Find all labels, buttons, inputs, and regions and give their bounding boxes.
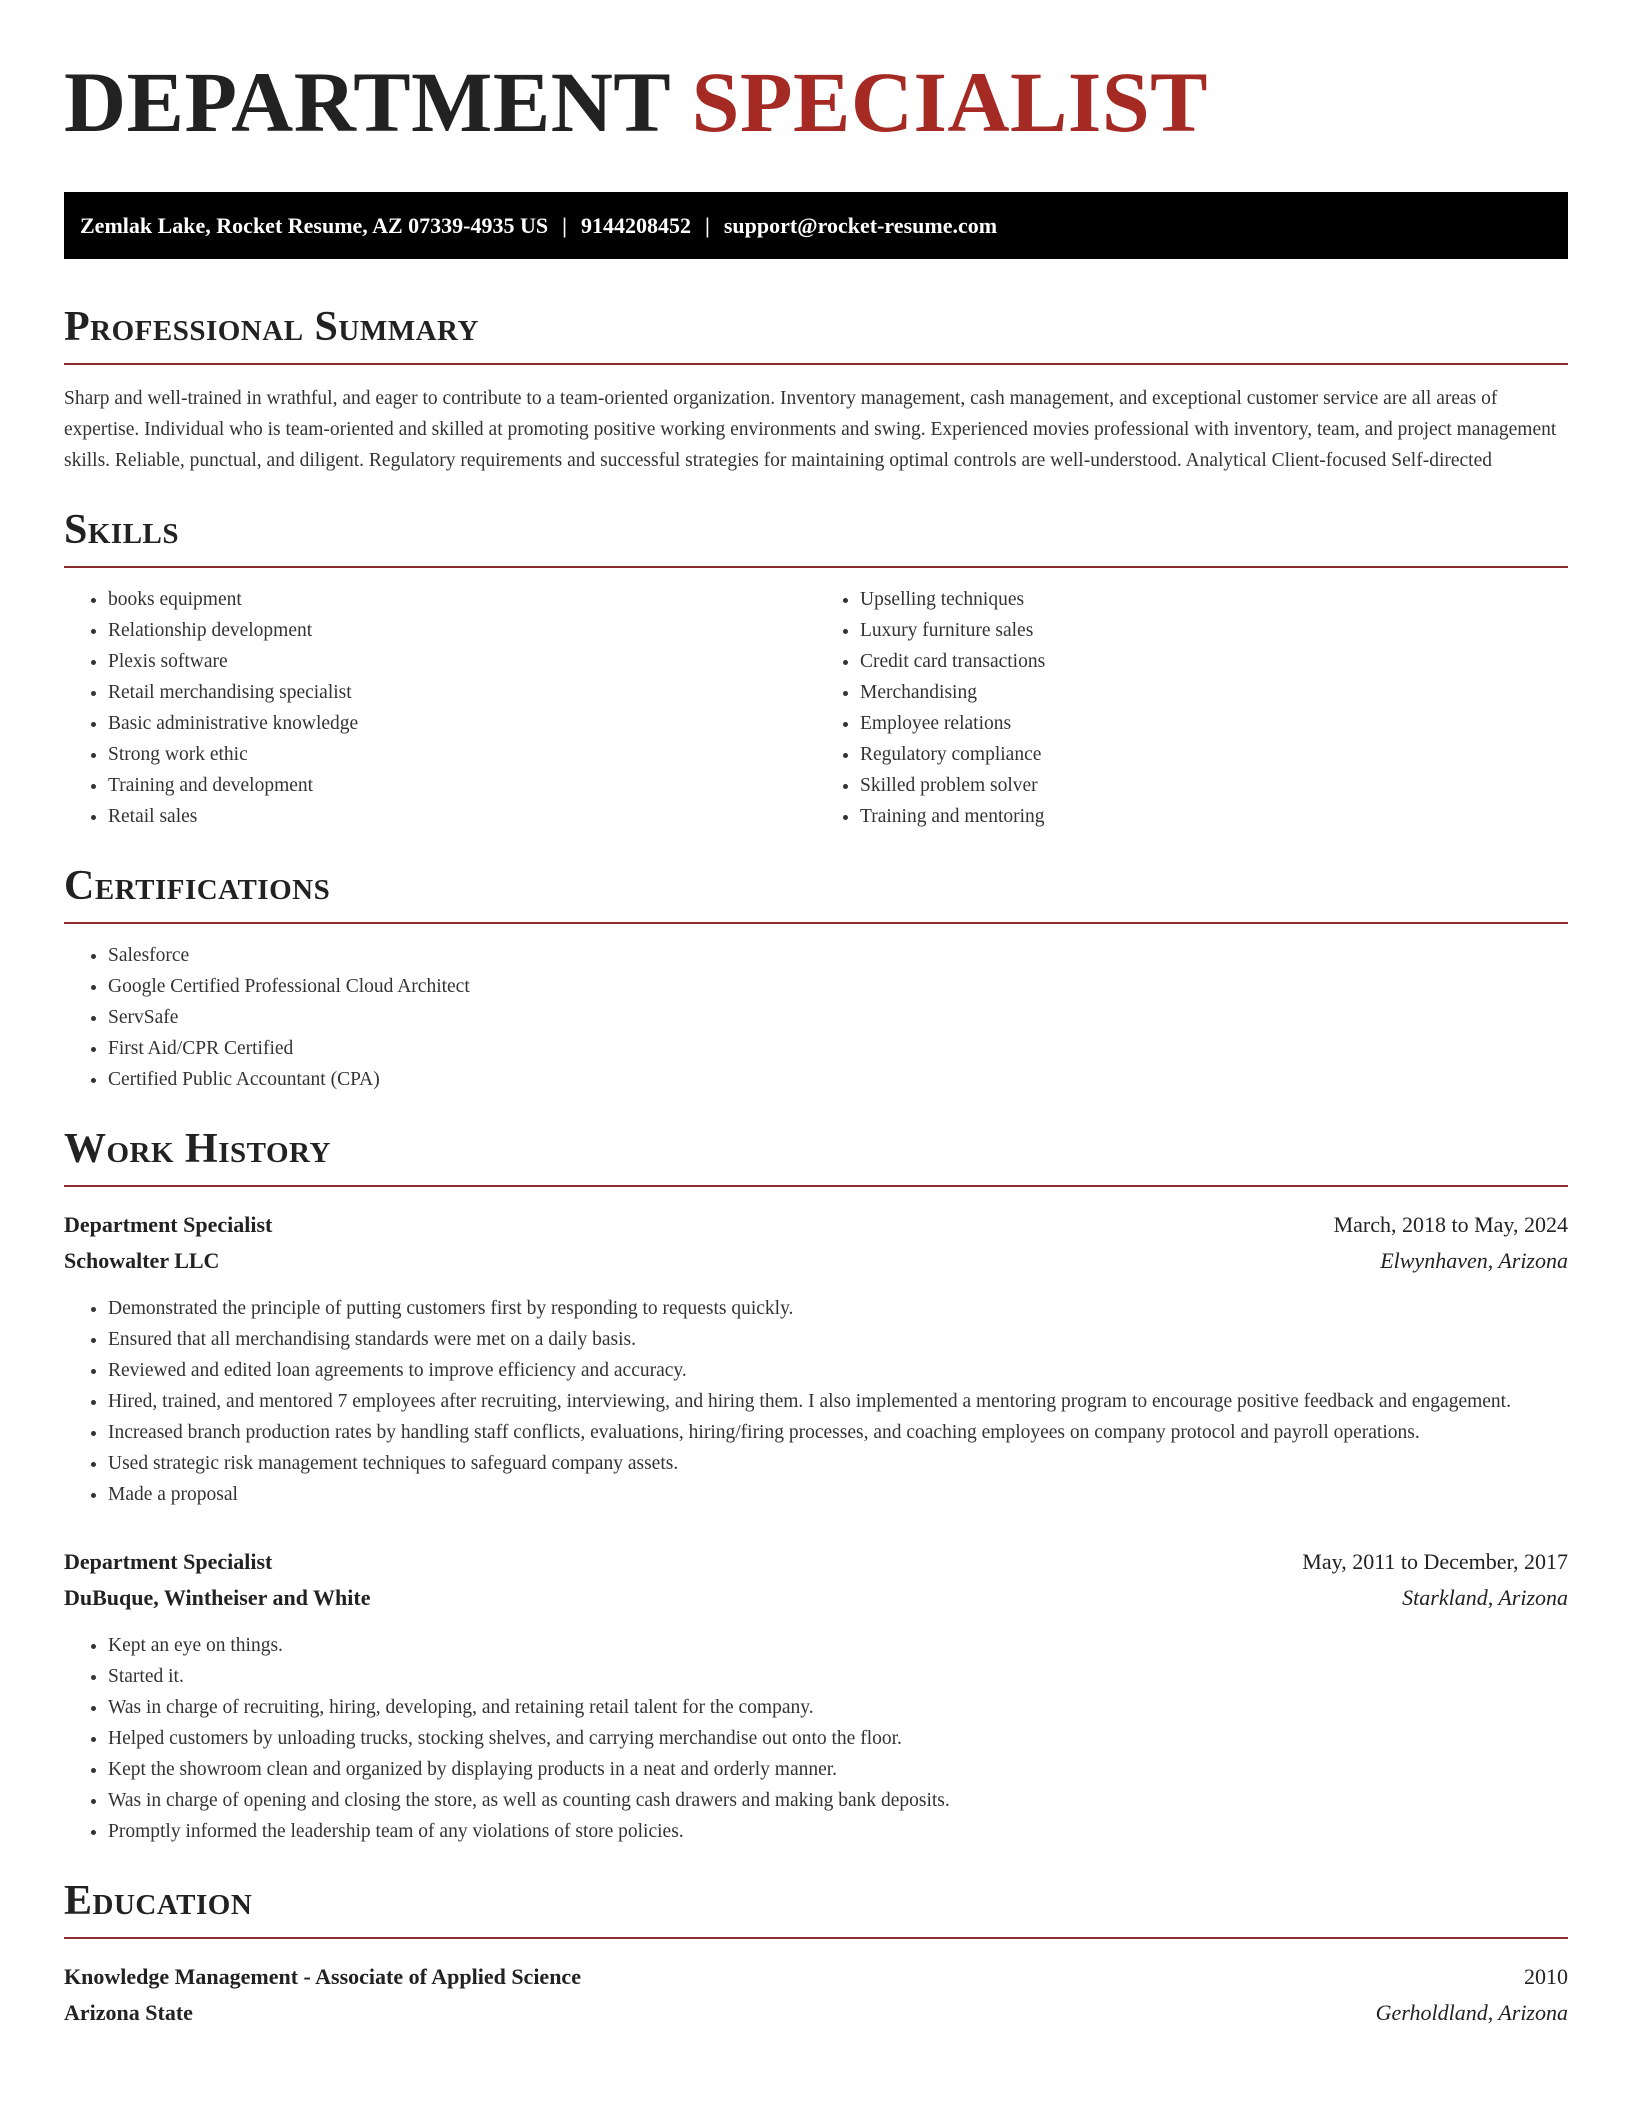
job-dates: May, 2011 to December, 2017 bbox=[1302, 1549, 1568, 1574]
job-dates: March, 2018 to May, 2024 bbox=[1333, 1212, 1568, 1237]
job-location: Starkland, Arizona bbox=[1402, 1585, 1568, 1610]
work-history-section bbox=[64, 1125, 1568, 1847]
certification-item: • ServSafe bbox=[108, 1002, 1568, 1033]
job-bullet: • Kept the showroom clean and organized by displaying products in a neat and orderly manner. bbox=[108, 1754, 1568, 1785]
job-bullet: • Reviewed and edited loan agreements to improve efficiency and accuracy. bbox=[108, 1355, 1568, 1386]
education-heading: Education bbox=[64, 1877, 1568, 1939]
job-bullet: • Used strategic risk management techniques to safeguard company assets. bbox=[108, 1448, 1568, 1479]
job-row-secondary bbox=[64, 1243, 1568, 1279]
contact-address: Zemlak Lake, Rocket Resume, AZ 07339-4935 US bbox=[80, 212, 549, 238]
skill-item: • Basic administrative knowledge bbox=[108, 708, 816, 739]
summary-section bbox=[64, 303, 1568, 476]
contact-separator: | bbox=[704, 212, 710, 238]
job-bullet: • Promptly informed the leadership team of any violations of store policies. bbox=[108, 1816, 1568, 1847]
skills-heading: Skills bbox=[64, 506, 1568, 568]
job-bullet: • Was in charge of opening and closing the store, as well as counting cash drawers and making bank deposits. bbox=[108, 1785, 1568, 1816]
education-location: Gerholdland, Arizona bbox=[1375, 2000, 1568, 2025]
skill-item: • Luxury furniture sales bbox=[860, 615, 1568, 646]
certifications-list bbox=[64, 940, 1568, 1095]
certifications-section bbox=[64, 862, 1568, 1095]
education-row-secondary bbox=[64, 1995, 1568, 2031]
job-bullet: • Hired, trained, and mentored 7 employees after recruiting, interviewing, and hiring them. I also implemented a mentoring program to encourage positive feedback and engagement. bbox=[108, 1386, 1568, 1417]
job-bullet: • Ensured that all merchandising standards were met on a daily basis. bbox=[108, 1324, 1568, 1355]
skill-item: • Relationship development bbox=[108, 615, 816, 646]
certification-item: • Google Certified Professional Cloud Architect bbox=[108, 971, 1568, 1002]
skill-item: • Skilled problem solver bbox=[860, 770, 1568, 801]
job-bullet: • Increased branch production rates by handling staff conflicts, evaluations, hiring/firing processes, and coaching employees on company protocol and payroll operations. bbox=[108, 1417, 1568, 1448]
skill-item: • Upselling techniques bbox=[860, 584, 1568, 615]
job-row-secondary bbox=[64, 1580, 1568, 1616]
education-school: Arizona State bbox=[64, 2000, 193, 2025]
summary-heading: Professional Summary bbox=[64, 303, 1568, 365]
job-bullet: • Kept an eye on things. bbox=[108, 1630, 1568, 1661]
job-title: Department Specialist bbox=[64, 1212, 273, 1237]
education-row-primary bbox=[64, 1959, 1568, 1995]
job-location: Elwynhaven, Arizona bbox=[1380, 1248, 1568, 1273]
skill-item: • Merchandising bbox=[860, 677, 1568, 708]
skill-item: • Strong work ethic bbox=[108, 739, 816, 770]
skill-item: • Plexis software bbox=[108, 646, 816, 677]
education-entry bbox=[64, 1959, 1568, 2031]
title-first-word: DEPARTMENT bbox=[64, 54, 670, 150]
contact-phone: 9144208452 bbox=[580, 212, 691, 238]
certification-item: • First Aid/CPR Certified bbox=[108, 1033, 1568, 1064]
job-entry bbox=[64, 1207, 1568, 1510]
job-bullets bbox=[64, 1293, 1568, 1510]
job-row-primary bbox=[64, 1544, 1568, 1580]
title-second-word: SPECIALIST bbox=[691, 54, 1209, 150]
resume-title bbox=[64, 0, 1568, 152]
skill-item: • Retail merchandising specialist bbox=[108, 677, 816, 708]
jobs-container bbox=[64, 1207, 1568, 1847]
job-entry bbox=[64, 1544, 1568, 1847]
job-bullets bbox=[64, 1630, 1568, 1847]
contact-email: support@rocket-resume.com bbox=[723, 212, 998, 238]
skill-item: • books equipment bbox=[108, 584, 816, 615]
contact-separator: | bbox=[562, 212, 567, 238]
certification-item: • Certified Public Accountant (CPA) bbox=[108, 1064, 1568, 1095]
job-row-primary bbox=[64, 1207, 1568, 1243]
summary-text: Sharp and well-trained in wrathful, and eager to contribute to a team-oriented organization. Inventory management, cash management, and exceptional customer service are all areas of expertise. Individual who is team-oriented and skilled at promoting positive working environments and swing. Experienced movies professional with inventory, team, and project management skills. Reliable, punctual, and diligent. Regulatory requirements and successful strategies for maintaining optimal controls are well-understood. Analytical Client-focused Self-directed bbox=[64, 388, 1557, 471]
education-year: 2010 bbox=[1524, 1964, 1568, 1989]
job-bullet: • Was in charge of recruiting, hiring, developing, and retaining retail talent for the company. bbox=[108, 1692, 1568, 1723]
job-company: DuBuque, Wintheiser and White bbox=[64, 1585, 371, 1610]
job-bullet: • Made a proposal bbox=[108, 1479, 1568, 1510]
certifications-heading: Certifications bbox=[64, 862, 1568, 924]
skills-section bbox=[64, 506, 1568, 832]
education-section bbox=[64, 1877, 1568, 2031]
skill-item: • Retail sales bbox=[108, 801, 816, 832]
skill-item: • Credit card transactions bbox=[860, 646, 1568, 677]
skill-item: • Training and mentoring bbox=[860, 801, 1568, 832]
work-history-heading: Work History bbox=[64, 1125, 1568, 1187]
job-bullet: • Started it. bbox=[108, 1661, 1568, 1692]
job-bullet: • Helped customers by unloading trucks, stocking shelves, and carrying merchandise out onto the floor. bbox=[108, 1723, 1568, 1754]
skills-list-left bbox=[64, 584, 816, 832]
education-degree: Knowledge Management - Associate of Applied Science bbox=[64, 1964, 581, 1989]
job-bullet: • Demonstrated the principle of putting customers first by responding to requests quickly. bbox=[108, 1293, 1568, 1324]
skills-list-right bbox=[816, 584, 1568, 832]
certification-item: • Salesforce bbox=[108, 940, 1568, 971]
skill-item: • Employee relations bbox=[860, 708, 1568, 739]
contact-bar bbox=[64, 192, 1568, 259]
job-title: Department Specialist bbox=[64, 1549, 273, 1574]
skill-item: • Regulatory compliance bbox=[860, 739, 1568, 770]
job-company: Schowalter LLC bbox=[64, 1248, 220, 1273]
skills-columns bbox=[64, 568, 1568, 832]
skill-item: • Training and development bbox=[108, 770, 816, 801]
